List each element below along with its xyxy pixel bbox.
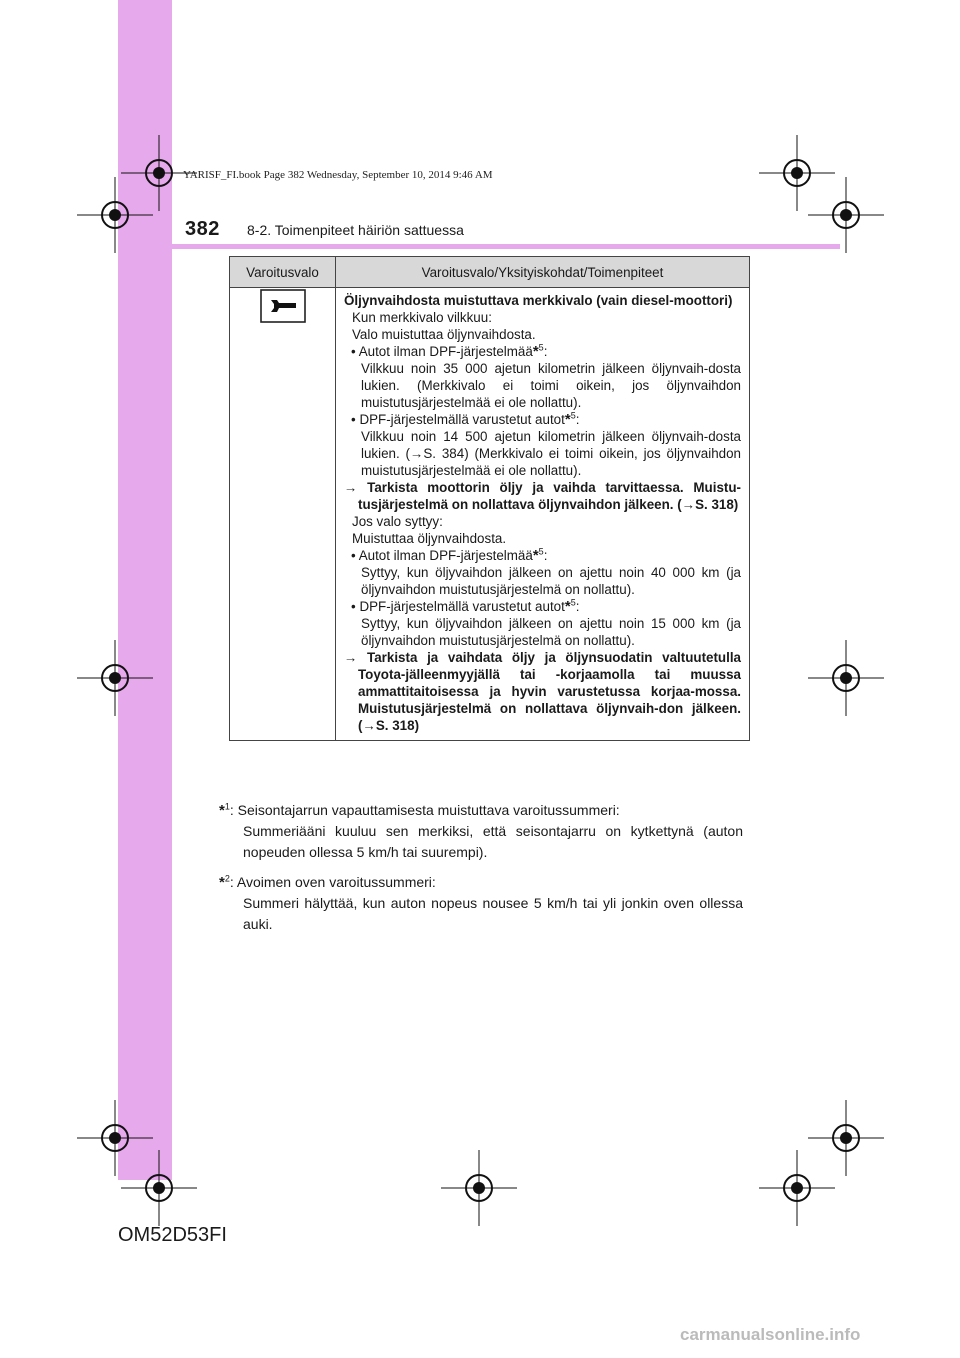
- col-header-light: Varoitusvalo: [230, 257, 336, 288]
- lit-reminder: Muistuttaa öljynvaihdosta.: [352, 531, 507, 546]
- list-item-text: Vilkkuu noin 14 500 ajetun kilometrin jälkeen öljynvaih-dosta lukien. (→S. 384) (Merkkivalo ei toimi oikein, jos öljynvaihdon muistutusjärjestelmää ei ole nollattu).: [361, 429, 741, 478]
- col-header-details: Varoitusvalo/Yksityiskohdat/Toimenpiteet: [336, 257, 750, 288]
- list-item: • DPF-järjestelmällä varustetut autot*$^5$:: [351, 597, 580, 615]
- list-item-text: Syttyy, kun öljyvaihdon jälkeen on ajettu noin 15 000 km (ja öljynvaihdon muistutusjärjestelmä on nollattu).: [361, 616, 741, 648]
- lit-action: → Tarkista ja vaihdata öljy ja öljynsuodatin valtuutetulla Toyota-jälleenmyyjällä tai -korjaamolla tai muussa ammattitaitoisessa ja hyvin varustetussa korjaa-mossa. Muistutusjärjestelmä on nollattava öljynvaih-don jälkeen. (→S. 318): [344, 650, 741, 733]
- table-header-row: [230, 257, 750, 288]
- details-cell: [336, 288, 750, 741]
- registration-mark-icon: [77, 640, 153, 716]
- section-title: 8-2. Toimenpiteet häiriön sattuessa: [247, 222, 464, 238]
- icon-cell: [230, 288, 336, 741]
- page-number: 382: [185, 218, 220, 240]
- registration-mark-icon: [121, 135, 197, 211]
- list-item: • DPF-järjestelmällä varustetut autot*$^5$:: [351, 410, 580, 428]
- list-item-text: Syttyy, kun öljyvaihdon jälkeen on ajettu noin 40 000 km (ja öljynvaihdon muistutusjärjestelmä on nollattu).: [361, 565, 741, 597]
- light-title: Öljynvaihdosta muistuttava merkkivalo (vain diesel-moottori): [344, 293, 733, 308]
- list-item: • Autot ilman DPF-järjestelmää*$^5$:: [351, 546, 548, 564]
- blink-action: → Tarkista moottorin öljy ja vaihda tarvittaessa. Muistu-tusjärjestelmä on nollattava öljynvaihdon jälkeen. (→S. 318): [344, 480, 741, 512]
- footnote: *$^1$: Seisontajarrun vapauttamisesta muistuttava varoitussummeri: Summeriääni kuuluu sen merkiksi, että seisontajarru on kytkettynä (auton nopeuden ollessa 5 km/h tai suurempi).: [219, 801, 743, 860]
- blink-reminder: Valo muistuttaa öljynvaihdosta.: [352, 327, 536, 342]
- document-code: OM52D53FI: [118, 1224, 227, 1246]
- lit-intro: Jos valo syttyy:: [352, 514, 443, 529]
- table-row: [230, 288, 750, 741]
- footnotes: [219, 800, 743, 944]
- list-item-text: Vilkkuu noin 35 000 ajetun kilometrin jälkeen öljynvaih-dosta lukien. (Merkkivalo ei toimi oikein, jos öljynvaihdon muistutusjärjestelmää ei ole nollattu).: [361, 361, 741, 410]
- registration-mark-icon: [441, 1150, 517, 1226]
- header-rule: [118, 244, 840, 249]
- watermark: carmanualsonline.info: [680, 1325, 861, 1344]
- registration-mark-icon: [121, 1150, 197, 1226]
- warning-light-table: [229, 256, 750, 741]
- book-info: YARISF_FI.book Page 382 Wednesday, September 10, 2014 9:46 AM: [183, 169, 493, 181]
- registration-mark-icon: [808, 640, 884, 716]
- registration-mark-icon: [759, 1150, 835, 1226]
- footnote: *$^2$: Avoimen oven varoitussummeri: Summeri hälyttää, kun auton nopeus nousee 5 km/h tai yli jonkin oven ollessa auki.: [219, 873, 743, 932]
- list-item: • Autot ilman DPF-järjestelmää*$^5$:: [351, 342, 548, 360]
- registration-mark-icon: [759, 135, 835, 211]
- wrench-icon: [260, 311, 306, 326]
- blink-intro: Kun merkkivalo vilkkuu:: [352, 310, 492, 325]
